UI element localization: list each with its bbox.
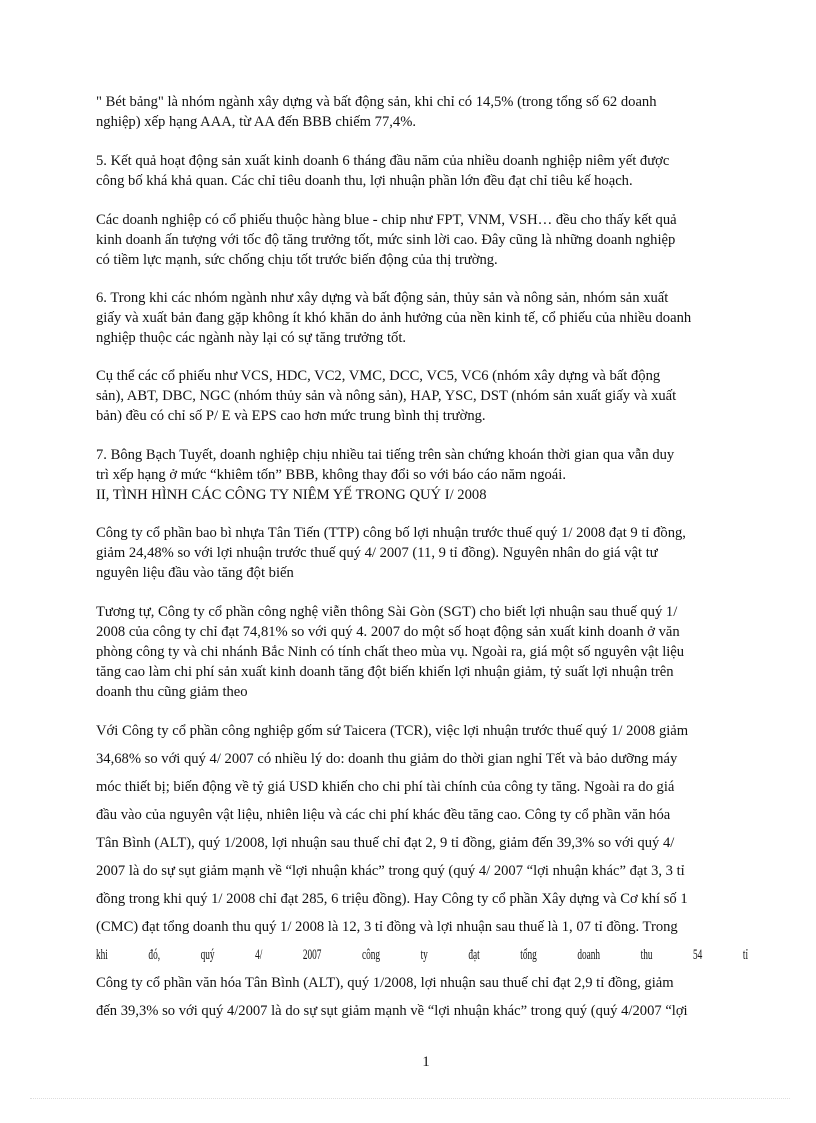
text-line: đầu vào của nguyên vật liệu, nhiên liệu và các chi phí khác đều tăng cao. Công ty cổ phần văn hóa <box>96 807 671 823</box>
text-line: đến 39,3% so với quý 4/2007 là do sự sụt giảm mạnh về “lợi nhuận khác” trong quý (quý 4/2007 “lợi <box>96 1003 688 1019</box>
text-line: Cụ thể các cổ phiếu như VCS, HDC, VC2, VMC, DCC, VC5, VC6 (nhóm xây dựng và bất động <box>96 368 661 384</box>
text-line-justified: khi đó, quý 4/ 2007 công ty đạt tổng doanh thu 54 tỉ <box>96 947 749 963</box>
text-line: Các doanh nghiệp có cổ phiếu thuộc hàng blue - chip như FPT, VNM, VSH… đều cho thấy kết quả <box>96 212 677 228</box>
text-line: nguyên liệu đầu vào tăng đột biến <box>96 565 294 581</box>
section-heading: II, TÌNH HÌNH CÁC CÔNG TY NIÊM YẾ TRONG QUÝ I/ 2008 <box>96 487 487 503</box>
text-line: nghiệp) xếp hạng AAA, từ AA đến BBB chiếm 77,4%. <box>96 114 417 130</box>
paragraph-blue-chip <box>96 210 746 270</box>
text-line: móc thiết bị; biến động về tỷ giá USD khiến cho chi phí tài chính của công ty tăng. Ngoài ra do giá <box>96 779 675 795</box>
text-line: Tân Bình (ALT), quý 1/2008, lợi nhuận sau thuế chỉ đạt 2, 9 tỉ đồng, giảm đến 39,3% so với quý 4/ <box>96 835 675 851</box>
text-line: đồng trong khi quý 1/ 2008 chỉ đạt 285, 6 triệu đồng). Hay Công ty cổ phần Xây dựng và Cơ khí số 1 <box>96 891 688 907</box>
text-line: 7. Bông Bạch Tuyết, doanh nghiệp chịu nhiều tai tiếng trên sàn chứng khoán thời gian qua vẫn duy <box>96 447 675 463</box>
text-line: Công ty cổ phần văn hóa Tân Bình (ALT), quý 1/2008, lợi nhuận sau thuế chỉ đạt 2,9 tỉ đồng, giảm <box>96 975 674 991</box>
paragraph-bet-bang <box>96 92 746 132</box>
paragraph-sgt <box>96 602 746 702</box>
footer-rule <box>30 1098 790 1099</box>
text-line: (CMC) đạt tổng doanh thu quý 1/ 2008 là 12, 3 tỉ đồng và lợi nhuận sau thuế là 1, 07 tỉ đồng. Trong <box>96 919 678 935</box>
text-line: tăng cao làm chi phí sản xuất kinh doanh tăng đột biến khiến lợi nhuận giảm, tỷ suất lợi nhuận trên <box>96 664 674 680</box>
text-line: nghiệp thuộc các ngành này lại có sự tăng trưởng tốt. <box>96 330 407 346</box>
paragraph-item-6 <box>96 288 746 348</box>
paragraph-tcr <box>96 717 749 1025</box>
text-line: Với Công ty cổ phần công nghiệp gốm sứ Taicera (TCR), việc lợi nhuận trước thuế quý 1/ 2008 giảm <box>96 723 689 739</box>
text-line: sản), ABT, DBC, NGC (nhóm thủy sản và nông sản), HAP, YSC, DST (nhóm sản xuất giấy và xuất <box>96 388 677 404</box>
text-line: Tương tự, Công ty cổ phần công nghệ viễn thông Sài Gòn (SGT) cho biết lợi nhuận sau thuế quý 1/ <box>96 604 678 620</box>
text-line: 2007 là do sự sụt giảm mạnh về “lợi nhuận khác” trong quý (quý 4/ 2007 “lợi nhuận khác” đạt 3, 3 tỉ <box>96 863 685 879</box>
text-line: phòng công ty và chi nhánh Bắc Ninh có tính chất theo mùa vụ. Ngoài ra, giá một số nguyên vật liệu <box>96 644 685 660</box>
paragraph-item-5 <box>96 151 746 191</box>
text-line: " Bét bảng" là nhóm ngành xây dựng và bất động sản, khi chỉ có 14,5% (trong tổng số 62 doanh <box>96 94 657 110</box>
text-line: doanh thu cũng giảm theo <box>96 684 248 700</box>
text-line: giấy và xuất bản đang gặp không ít khó khăn do ảnh hưởng của nền kinh tế, cổ phiếu của nhiều doanh <box>96 310 692 326</box>
text-line: 5. Kết quả hoạt động sản xuất kinh doanh 6 tháng đầu năm của nhiều doanh nghiệp niêm yết được <box>96 153 670 169</box>
paragraph-stock-list <box>96 366 746 426</box>
page-number: 1 <box>422 1054 430 1070</box>
text-line: trì xếp hạng ở mức “khiêm tốn” BBB, không thay đổi so với báo cáo năm ngoái. <box>96 467 566 483</box>
paragraph-item-7 <box>96 445 746 485</box>
text-line: kinh doanh ấn tượng với tốc độ tăng trưởng tốt, mức sinh lời cao. Đây cũng là những doanh nghiệp <box>96 232 676 248</box>
text-line: giảm 24,48% so với lợi nhuận trước thuế quý 4/ 2007 (11, 9 tỉ đồng). Nguyên nhân do giá vật tư <box>96 545 658 561</box>
text-line: công bố khá khả quan. Các chỉ tiêu doanh thu, lợi nhuận phần lớn đều đạt chỉ tiêu kế hoạch. <box>96 173 633 189</box>
text-line: 2008 của công ty chỉ đạt 74,81% so với quý 4. 2007 do một số hoạt động sản xuất kinh doanh ở văn <box>96 624 680 640</box>
text-line: 6. Trong khi các nhóm ngành như xây dựng và bất động sản, thủy sản và nông sản, nhóm sản xuất <box>96 290 669 306</box>
text-line: 34,68% so với quý 4/ 2007 có nhiều lý do: doanh thu giảm do thời gian nghỉ Tết và bảo dưỡng máy <box>96 751 678 767</box>
text-line: Công ty cổ phần bao bì nhựa Tân Tiến (TTP) công bố lợi nhuận trước thuế quý 1/ 2008 đạt 9 tỉ đồng, <box>96 525 686 541</box>
text-line: có tiềm lực mạnh, sức chống chịu tốt trước biến động của thị trường. <box>96 252 498 268</box>
text-line: bản) đều có chỉ số P/ E và EPS cao hơn mức trung bình thị trường. <box>96 408 486 424</box>
paragraph-ttp <box>96 523 746 583</box>
